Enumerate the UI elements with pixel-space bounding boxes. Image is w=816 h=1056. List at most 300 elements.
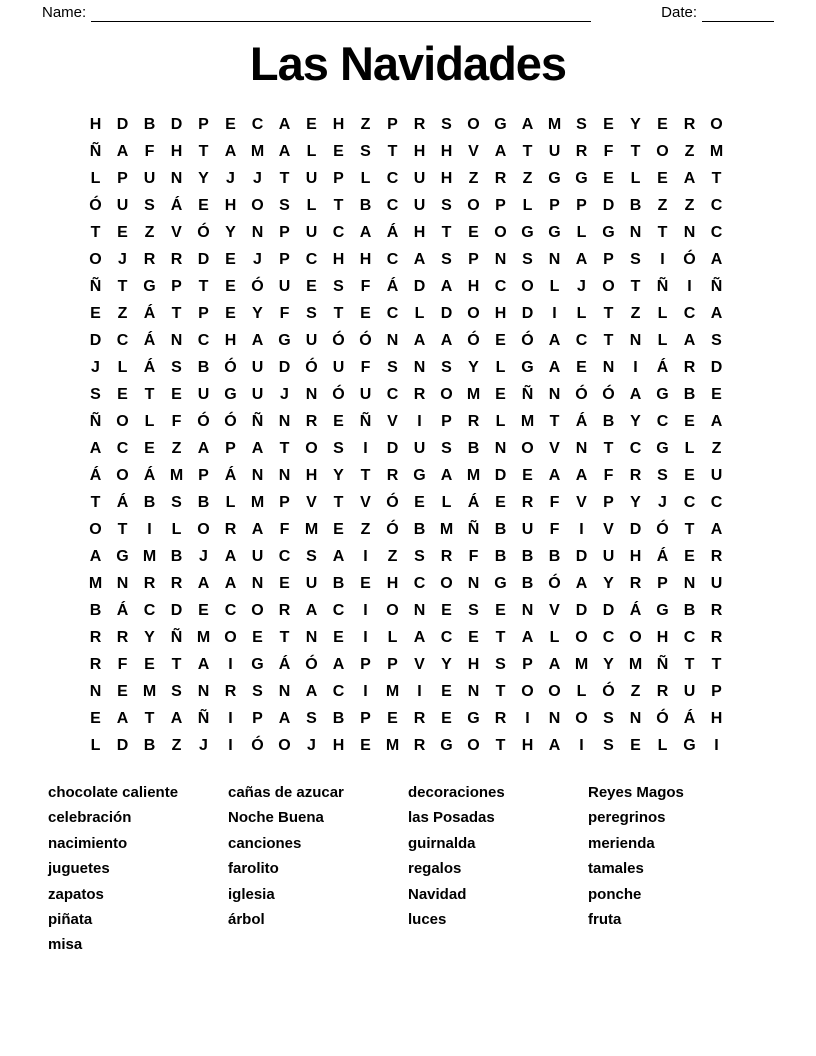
grid-letter[interactable]: T	[684, 655, 695, 673]
grid-letter[interactable]: T	[522, 142, 533, 160]
grid-letter[interactable]: A	[521, 115, 534, 133]
grid-letter[interactable]: F	[549, 493, 560, 511]
grid-letter[interactable]: T	[711, 169, 722, 187]
grid-letter[interactable]: A	[278, 709, 291, 727]
grid-letter[interactable]: M	[520, 412, 535, 430]
grid-letter[interactable]: T	[549, 412, 560, 430]
grid-letter[interactable]: P	[387, 655, 398, 673]
date-input-line[interactable]	[702, 5, 774, 22]
grid-letter[interactable]: Á	[116, 601, 129, 619]
grid-letter[interactable]: G	[467, 709, 480, 727]
grid-letter[interactable]: I	[525, 709, 530, 727]
grid-letter[interactable]: V	[549, 601, 560, 619]
grid-letter[interactable]: T	[630, 142, 641, 160]
grid-letter[interactable]: P	[387, 115, 398, 133]
grid-letter[interactable]: L	[684, 439, 695, 457]
grid-letter[interactable]: J	[658, 493, 667, 511]
grid-letter[interactable]: M	[169, 466, 184, 484]
grid-letter[interactable]: D	[116, 736, 129, 754]
grid-letter[interactable]: M	[709, 142, 724, 160]
grid-letter[interactable]: Z	[684, 196, 695, 214]
grid-letter[interactable]: Y	[225, 223, 236, 241]
grid-letter[interactable]: M	[304, 520, 319, 538]
grid-letter[interactable]: P	[360, 655, 371, 673]
grid-letter[interactable]: P	[603, 250, 614, 268]
grid-letter[interactable]: Ó	[332, 385, 345, 403]
grid-letter[interactable]: E	[90, 709, 101, 727]
grid-letter[interactable]: I	[417, 682, 422, 700]
grid-letter[interactable]: N	[494, 250, 507, 268]
grid-letter[interactable]: H	[170, 142, 183, 160]
grid-letter[interactable]: E	[333, 520, 344, 538]
grid-letter[interactable]: O	[278, 736, 291, 754]
grid-letter[interactable]: S	[576, 115, 587, 133]
grid-letter[interactable]: L	[549, 628, 560, 646]
grid-letter[interactable]: C	[305, 250, 318, 268]
name-input-line[interactable]	[91, 5, 591, 22]
grid-letter[interactable]: R	[305, 412, 318, 430]
grid-letter[interactable]: B	[521, 547, 534, 565]
grid-letter[interactable]: N	[575, 439, 588, 457]
grid-letter[interactable]: N	[629, 709, 642, 727]
grid-letter[interactable]: G	[656, 385, 669, 403]
grid-letter[interactable]: A	[440, 331, 453, 349]
grid-letter[interactable]: D	[197, 250, 210, 268]
grid-letter[interactable]: P	[252, 709, 263, 727]
grid-letter[interactable]: E	[495, 331, 506, 349]
grid-letter[interactable]: Ñ	[251, 412, 264, 430]
grid-letter[interactable]: B	[413, 520, 426, 538]
grid-letter[interactable]: U	[143, 169, 156, 187]
grid-letter[interactable]: B	[521, 574, 534, 592]
grid-letter[interactable]: A	[305, 601, 318, 619]
grid-letter[interactable]: J	[91, 358, 100, 376]
grid-letter[interactable]: E	[711, 385, 722, 403]
grid-letter[interactable]: D	[413, 277, 426, 295]
grid-letter[interactable]: Z	[657, 196, 668, 214]
grid-letter[interactable]: E	[117, 223, 128, 241]
grid-letter[interactable]: R	[386, 466, 399, 484]
grid-letter[interactable]: C	[332, 682, 345, 700]
grid-letter[interactable]: Y	[441, 655, 452, 673]
grid-letter[interactable]: C	[575, 331, 588, 349]
grid-letter[interactable]: E	[495, 493, 506, 511]
grid-letter[interactable]: F	[171, 412, 182, 430]
grid-letter[interactable]: E	[468, 628, 479, 646]
grid-letter[interactable]: C	[494, 277, 507, 295]
grid-letter[interactable]: R	[278, 601, 291, 619]
grid-letter[interactable]: N	[602, 358, 615, 376]
grid-letter[interactable]: U	[710, 574, 723, 592]
grid-letter[interactable]: Z	[468, 169, 479, 187]
grid-letter[interactable]: I	[687, 277, 692, 295]
grid-letter[interactable]: G	[656, 439, 669, 457]
grid-letter[interactable]: I	[228, 736, 233, 754]
grid-letter[interactable]: U	[548, 142, 561, 160]
grid-letter[interactable]: U	[197, 385, 210, 403]
grid-letter[interactable]: R	[143, 574, 156, 592]
grid-letter[interactable]: T	[117, 520, 128, 538]
grid-letter[interactable]: Y	[198, 169, 209, 187]
grid-letter[interactable]: L	[441, 493, 452, 511]
grid-letter[interactable]: S	[441, 196, 452, 214]
grid-letter[interactable]: P	[495, 196, 506, 214]
grid-letter[interactable]: Ñ	[656, 277, 669, 295]
grid-letter[interactable]: E	[657, 169, 668, 187]
grid-letter[interactable]: V	[414, 655, 425, 673]
grid-letter[interactable]: U	[521, 520, 534, 538]
grid-letter[interactable]: O	[440, 385, 453, 403]
grid-letter[interactable]: E	[225, 115, 236, 133]
grid-letter[interactable]: A	[197, 574, 210, 592]
grid-letter[interactable]: O	[521, 439, 534, 457]
grid-letter[interactable]: L	[306, 196, 317, 214]
grid-letter[interactable]: T	[603, 304, 614, 322]
grid-letter[interactable]: S	[306, 304, 317, 322]
grid-letter[interactable]: G	[575, 169, 588, 187]
grid-letter[interactable]: R	[413, 385, 426, 403]
grid-letter[interactable]: R	[683, 358, 696, 376]
grid-letter[interactable]: C	[629, 439, 642, 457]
grid-letter[interactable]: E	[360, 574, 371, 592]
grid-letter[interactable]: R	[413, 736, 426, 754]
grid-letter[interactable]: T	[90, 493, 101, 511]
grid-letter[interactable]: Á	[656, 547, 669, 565]
grid-letter[interactable]: A	[710, 304, 723, 322]
grid-letter[interactable]: G	[494, 574, 507, 592]
grid-letter[interactable]: G	[224, 385, 237, 403]
grid-letter[interactable]: G	[548, 169, 561, 187]
grid-letter[interactable]: N	[251, 466, 264, 484]
grid-letter[interactable]: F	[279, 304, 290, 322]
grid-letter[interactable]: Ñ	[521, 385, 534, 403]
grid-letter[interactable]: C	[683, 628, 696, 646]
grid-letter[interactable]: C	[386, 196, 399, 214]
grid-letter[interactable]: D	[278, 358, 291, 376]
grid-letter[interactable]: U	[305, 331, 318, 349]
grid-letter[interactable]: B	[332, 574, 345, 592]
grid-letter[interactable]: R	[710, 547, 723, 565]
grid-letter[interactable]: E	[468, 223, 479, 241]
grid-letter[interactable]: G	[656, 601, 669, 619]
grid-letter[interactable]: B	[143, 493, 156, 511]
grid-letter[interactable]: D	[710, 358, 723, 376]
grid-letter[interactable]: S	[360, 142, 371, 160]
grid-letter[interactable]: D	[521, 304, 534, 322]
grid-letter[interactable]: Y	[333, 466, 344, 484]
grid-letter[interactable]: A	[251, 439, 264, 457]
grid-letter[interactable]: L	[522, 196, 533, 214]
grid-letter[interactable]: R	[224, 520, 237, 538]
grid-letter[interactable]: C	[413, 574, 426, 592]
grid-letter[interactable]: L	[414, 304, 425, 322]
grid-letter[interactable]: I	[714, 736, 719, 754]
grid-letter[interactable]: B	[602, 412, 615, 430]
grid-letter[interactable]: E	[360, 304, 371, 322]
grid-letter[interactable]: Ó	[197, 223, 210, 241]
grid-letter[interactable]: C	[143, 601, 156, 619]
grid-letter[interactable]: Á	[143, 304, 156, 322]
grid-letter[interactable]: C	[602, 628, 615, 646]
grid-letter[interactable]: O	[251, 601, 264, 619]
grid-letter[interactable]: Ñ	[710, 277, 723, 295]
grid-letter[interactable]: R	[413, 115, 426, 133]
grid-letter[interactable]: Á	[170, 196, 183, 214]
grid-letter[interactable]: A	[197, 439, 210, 457]
grid-letter[interactable]: I	[660, 250, 665, 268]
grid-letter[interactable]: A	[89, 439, 102, 457]
grid-letter[interactable]: F	[468, 547, 479, 565]
grid-letter[interactable]: U	[413, 439, 426, 457]
grid-letter[interactable]: A	[116, 709, 129, 727]
grid-letter[interactable]: N	[548, 709, 561, 727]
grid-letter[interactable]: Ó	[602, 385, 615, 403]
grid-letter[interactable]: Ñ	[467, 520, 480, 538]
grid-letter[interactable]: P	[333, 169, 344, 187]
grid-letter[interactable]: N	[170, 331, 183, 349]
grid-letter[interactable]: E	[441, 709, 452, 727]
grid-letter[interactable]: J	[118, 250, 127, 268]
grid-letter[interactable]: Á	[143, 466, 156, 484]
grid-letter[interactable]: O	[251, 196, 264, 214]
grid-letter[interactable]: R	[170, 250, 183, 268]
grid-letter[interactable]: R	[170, 574, 183, 592]
grid-letter[interactable]: C	[710, 196, 723, 214]
grid-letter[interactable]: A	[278, 115, 291, 133]
grid-letter[interactable]: T	[198, 277, 209, 295]
grid-letter[interactable]: P	[117, 169, 128, 187]
grid-letter[interactable]: D	[89, 331, 102, 349]
grid-letter[interactable]: Ó	[332, 331, 345, 349]
grid-letter[interactable]: A	[548, 331, 561, 349]
grid-letter[interactable]: E	[441, 601, 452, 619]
grid-letter[interactable]: C	[683, 304, 696, 322]
grid-letter[interactable]: A	[710, 520, 723, 538]
grid-letter[interactable]: T	[333, 493, 344, 511]
grid-letter[interactable]: H	[494, 304, 507, 322]
grid-letter[interactable]: L	[657, 304, 668, 322]
grid-letter[interactable]: I	[552, 304, 557, 322]
grid-letter[interactable]: J	[307, 736, 316, 754]
grid-letter[interactable]: L	[576, 682, 587, 700]
grid-letter[interactable]: Á	[683, 709, 696, 727]
grid-letter[interactable]: P	[279, 250, 290, 268]
grid-letter[interactable]: E	[333, 142, 344, 160]
grid-letter[interactable]: U	[251, 547, 264, 565]
grid-letter[interactable]: N	[548, 250, 561, 268]
grid-letter[interactable]: D	[386, 439, 399, 457]
grid-letter[interactable]: C	[440, 628, 453, 646]
grid-letter[interactable]: O	[710, 115, 723, 133]
grid-letter[interactable]: Z	[360, 115, 371, 133]
grid-letter[interactable]: G	[521, 223, 534, 241]
grid-letter[interactable]: S	[144, 196, 155, 214]
grid-letter[interactable]: A	[548, 358, 561, 376]
grid-letter[interactable]: E	[144, 655, 155, 673]
grid-letter[interactable]: L	[495, 412, 506, 430]
grid-letter[interactable]: U	[710, 466, 723, 484]
grid-letter[interactable]: R	[89, 628, 102, 646]
grid-letter[interactable]: I	[228, 655, 233, 673]
grid-letter[interactable]: S	[603, 736, 614, 754]
grid-letter[interactable]: E	[252, 628, 263, 646]
grid-letter[interactable]: A	[116, 142, 129, 160]
grid-letter[interactable]: N	[467, 574, 480, 592]
grid-letter[interactable]: C	[656, 412, 669, 430]
grid-letter[interactable]: U	[683, 682, 696, 700]
grid-letter[interactable]: Á	[656, 358, 669, 376]
grid-letter[interactable]: Z	[684, 142, 695, 160]
grid-letter[interactable]: A	[710, 250, 723, 268]
grid-letter[interactable]: T	[279, 169, 290, 187]
grid-letter[interactable]: I	[363, 628, 368, 646]
grid-letter[interactable]: Ñ	[359, 412, 372, 430]
grid-letter[interactable]: S	[711, 331, 722, 349]
grid-letter[interactable]: O	[521, 277, 534, 295]
grid-letter[interactable]: Ñ	[656, 655, 669, 673]
grid-letter[interactable]: A	[224, 142, 237, 160]
grid-letter[interactable]: R	[629, 466, 642, 484]
grid-letter[interactable]: T	[360, 466, 371, 484]
grid-letter[interactable]: V	[387, 412, 398, 430]
grid-letter[interactable]: O	[197, 520, 210, 538]
grid-letter[interactable]: O	[629, 628, 642, 646]
grid-letter[interactable]: A	[710, 412, 723, 430]
grid-letter[interactable]: A	[440, 466, 453, 484]
grid-letter[interactable]: B	[197, 493, 210, 511]
grid-letter[interactable]: T	[495, 682, 506, 700]
grid-letter[interactable]: E	[117, 682, 128, 700]
grid-letter[interactable]: F	[549, 520, 560, 538]
grid-letter[interactable]: R	[413, 709, 426, 727]
grid-letter[interactable]: N	[305, 628, 318, 646]
grid-letter[interactable]: D	[116, 115, 129, 133]
grid-letter[interactable]: T	[279, 628, 290, 646]
grid-letter[interactable]: G	[683, 736, 696, 754]
grid-letter[interactable]: C	[278, 547, 291, 565]
grid-letter[interactable]: P	[603, 493, 614, 511]
grid-letter[interactable]: Ó	[251, 736, 264, 754]
grid-letter[interactable]: N	[170, 169, 183, 187]
grid-letter[interactable]: H	[413, 223, 426, 241]
grid-letter[interactable]: Z	[711, 439, 722, 457]
grid-letter[interactable]: T	[117, 277, 128, 295]
grid-letter[interactable]: T	[603, 439, 614, 457]
grid-letter[interactable]: Z	[144, 223, 155, 241]
grid-letter[interactable]: Á	[386, 277, 399, 295]
grid-letter[interactable]: L	[360, 169, 371, 187]
grid-letter[interactable]: E	[225, 250, 236, 268]
grid-letter[interactable]: V	[360, 493, 371, 511]
grid-letter[interactable]: I	[579, 520, 584, 538]
grid-letter[interactable]: N	[386, 331, 399, 349]
grid-letter[interactable]: L	[549, 277, 560, 295]
grid-letter[interactable]: V	[468, 142, 479, 160]
grid-letter[interactable]: J	[253, 250, 262, 268]
grid-letter[interactable]: C	[332, 601, 345, 619]
grid-letter[interactable]: H	[332, 115, 345, 133]
grid-letter[interactable]: V	[576, 493, 587, 511]
grid-letter[interactable]: O	[521, 682, 534, 700]
grid-letter[interactable]: J	[280, 385, 289, 403]
grid-letter[interactable]: N	[629, 223, 642, 241]
grid-letter[interactable]: I	[363, 682, 368, 700]
grid-letter[interactable]: S	[441, 250, 452, 268]
grid-letter[interactable]: R	[89, 655, 102, 673]
grid-letter[interactable]: C	[683, 493, 696, 511]
grid-letter[interactable]: Ó	[575, 385, 588, 403]
grid-letter[interactable]: Á	[143, 331, 156, 349]
grid-letter[interactable]: T	[657, 223, 668, 241]
grid-letter[interactable]: D	[170, 115, 183, 133]
grid-letter[interactable]: N	[278, 466, 291, 484]
grid-letter[interactable]: T	[711, 655, 722, 673]
grid-letter[interactable]: G	[521, 358, 534, 376]
grid-letter[interactable]: O	[494, 223, 507, 241]
grid-letter[interactable]: L	[495, 358, 506, 376]
grid-letter[interactable]: A	[575, 250, 588, 268]
grid-letter[interactable]: P	[468, 250, 479, 268]
grid-letter[interactable]: N	[278, 682, 291, 700]
grid-letter[interactable]: B	[89, 601, 102, 619]
grid-letter[interactable]: U	[251, 385, 264, 403]
grid-letter[interactable]: Ó	[224, 412, 237, 430]
grid-letter[interactable]: E	[306, 277, 317, 295]
grid-letter[interactable]: I	[363, 601, 368, 619]
grid-letter[interactable]: U	[278, 277, 291, 295]
grid-letter[interactable]: P	[279, 223, 290, 241]
grid-letter[interactable]: E	[387, 709, 398, 727]
grid-letter[interactable]: S	[252, 682, 263, 700]
grid-letter[interactable]: T	[603, 331, 614, 349]
grid-letter[interactable]: T	[333, 196, 344, 214]
grid-letter[interactable]: R	[710, 628, 723, 646]
grid-letter[interactable]: D	[602, 601, 615, 619]
grid-letter[interactable]: B	[359, 196, 372, 214]
grid-letter[interactable]: C	[116, 331, 129, 349]
grid-letter[interactable]: T	[171, 655, 182, 673]
grid-letter[interactable]: D	[440, 304, 453, 322]
grid-letter[interactable]: D	[575, 601, 588, 619]
grid-letter[interactable]: M	[466, 385, 481, 403]
grid-letter[interactable]: M	[385, 736, 400, 754]
grid-letter[interactable]: A	[359, 223, 372, 241]
grid-letter[interactable]: S	[333, 439, 344, 457]
grid-letter[interactable]: Z	[630, 304, 641, 322]
grid-letter[interactable]: I	[363, 439, 368, 457]
grid-letter[interactable]: L	[657, 331, 668, 349]
grid-letter[interactable]: V	[603, 520, 614, 538]
grid-letter[interactable]: O	[467, 304, 480, 322]
grid-letter[interactable]: E	[603, 115, 614, 133]
grid-letter[interactable]: H	[656, 628, 669, 646]
grid-letter[interactable]: T	[387, 142, 398, 160]
grid-letter[interactable]: T	[441, 223, 452, 241]
grid-letter[interactable]: U	[602, 547, 615, 565]
grid-letter[interactable]: O	[467, 196, 480, 214]
grid-letter[interactable]: C	[710, 493, 723, 511]
grid-letter[interactable]: U	[116, 196, 129, 214]
grid-letter[interactable]: R	[440, 547, 453, 565]
grid-letter[interactable]: T	[171, 304, 182, 322]
grid-letter[interactable]: B	[332, 709, 345, 727]
grid-letter[interactable]: F	[360, 358, 371, 376]
grid-letter[interactable]: G	[278, 331, 291, 349]
grid-letter[interactable]: H	[440, 169, 453, 187]
grid-letter[interactable]: N	[467, 682, 480, 700]
grid-letter[interactable]: R	[467, 412, 480, 430]
grid-letter[interactable]: S	[441, 439, 452, 457]
